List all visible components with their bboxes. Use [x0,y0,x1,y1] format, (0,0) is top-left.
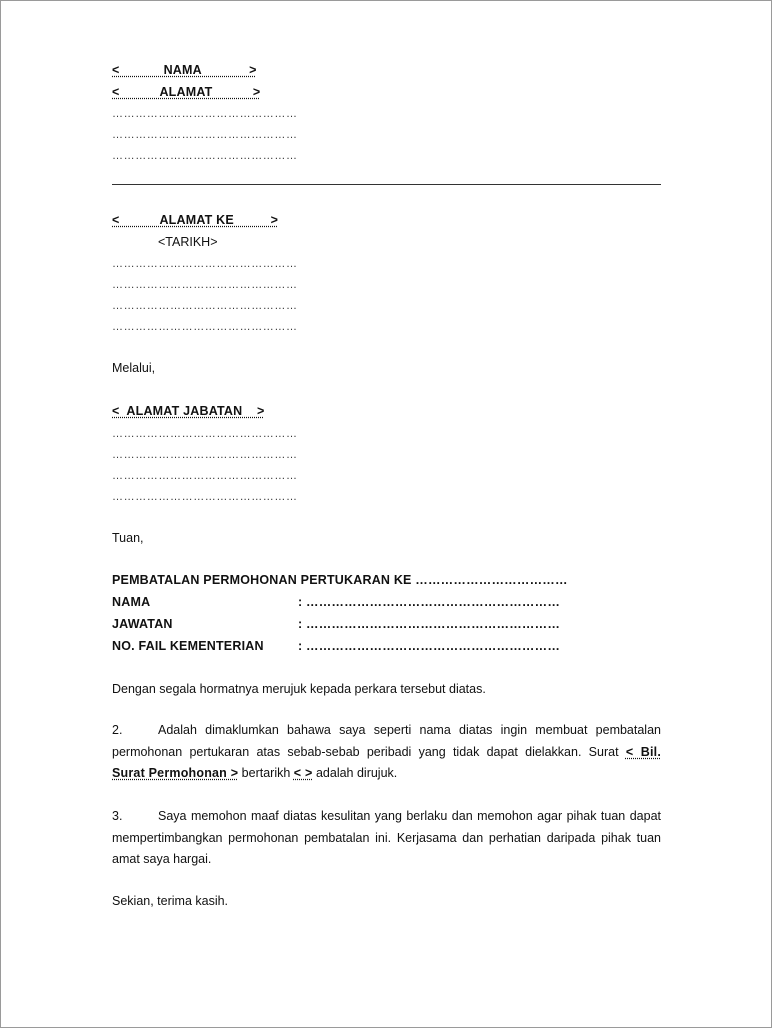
paragraph-text: bertarikh [238,766,294,780]
recipient-address-placeholder: < ALAMAT KE > [112,213,279,227]
salutation: Tuan, [112,531,144,545]
paragraph-text: Adalah dimaklumkan bahawa saya seperti nama diatas ingin membuat pembatalan permohonan pertukaran atas sebab-sebab peribadi yang tidak dapat dielakkan. Surat [112,723,661,759]
paragraph-3 [112,806,661,871]
field-label: NAMA [112,595,151,609]
recipient-address-line: ………………………………………… [112,258,298,270]
department-address-line: ………………………………………… [112,470,298,482]
letter-reference-placeholder: Surat Permohonan > [112,766,239,780]
subject-field-position [112,616,560,632]
sender-address-line: ………………………………………… [112,150,298,162]
header-divider [112,184,661,185]
department-address-line: ………………………………………… [112,449,298,461]
field-value: : …………………………………………………… [298,595,561,609]
sender-address-line: ………………………………………… [112,129,298,141]
department-address-line: ………………………………………… [112,491,298,503]
field-label: JAWATAN [112,617,173,631]
date-placeholder: <TARIKH> [158,235,218,249]
recipient-address-line: ………………………………………… [112,321,298,333]
letter-reference-placeholder: < Bil. [625,744,662,759]
field-label: NO. FAIL KEMENTERIAN [112,639,264,653]
sender-address-line: ………………………………………… [112,108,298,120]
field-value: : …………………………………………………… [298,639,561,653]
letter-date-placeholder: < > [293,766,313,780]
field-value: : …………………………………………………… [298,617,561,631]
paragraph-text: adalah dirujuk. [312,766,398,780]
sender-name-placeholder: < NAMA > [112,63,257,77]
paragraph-number: 3. [112,809,123,823]
recipient-address-line: ………………………………………… [112,279,298,291]
subject-field-file-number [112,638,560,654]
paragraph-number: 2. [112,723,123,737]
department-address-line: ………………………………………… [112,428,298,440]
paragraph-2 [112,720,661,785]
subject-title: PEMBATALAN PERMOHONAN PERTUKARAN KE ……………………………… [112,573,568,587]
via-label: Melalui, [112,361,156,375]
closing: Sekian, terima kasih. [112,894,229,908]
sender-address-placeholder: < ALAMAT > [112,85,261,99]
department-address-placeholder: < ALAMAT JABATAN > [112,404,265,418]
recipient-address-line: ………………………………………… [112,300,298,312]
opening-sentence: Dengan segala hormatnya merujuk kepada perkara tersebut diatas. [112,682,486,696]
subject-field-name [112,594,560,610]
paragraph-text: Saya memohon maaf diatas kesulitan yang berlaku dan memohon agar pihak tuan dapat mempertimbangkan permohonan pembatalan ini. Kerjasama dan perhatian daripada pihak tuan amat saya hargai. [112,809,661,866]
